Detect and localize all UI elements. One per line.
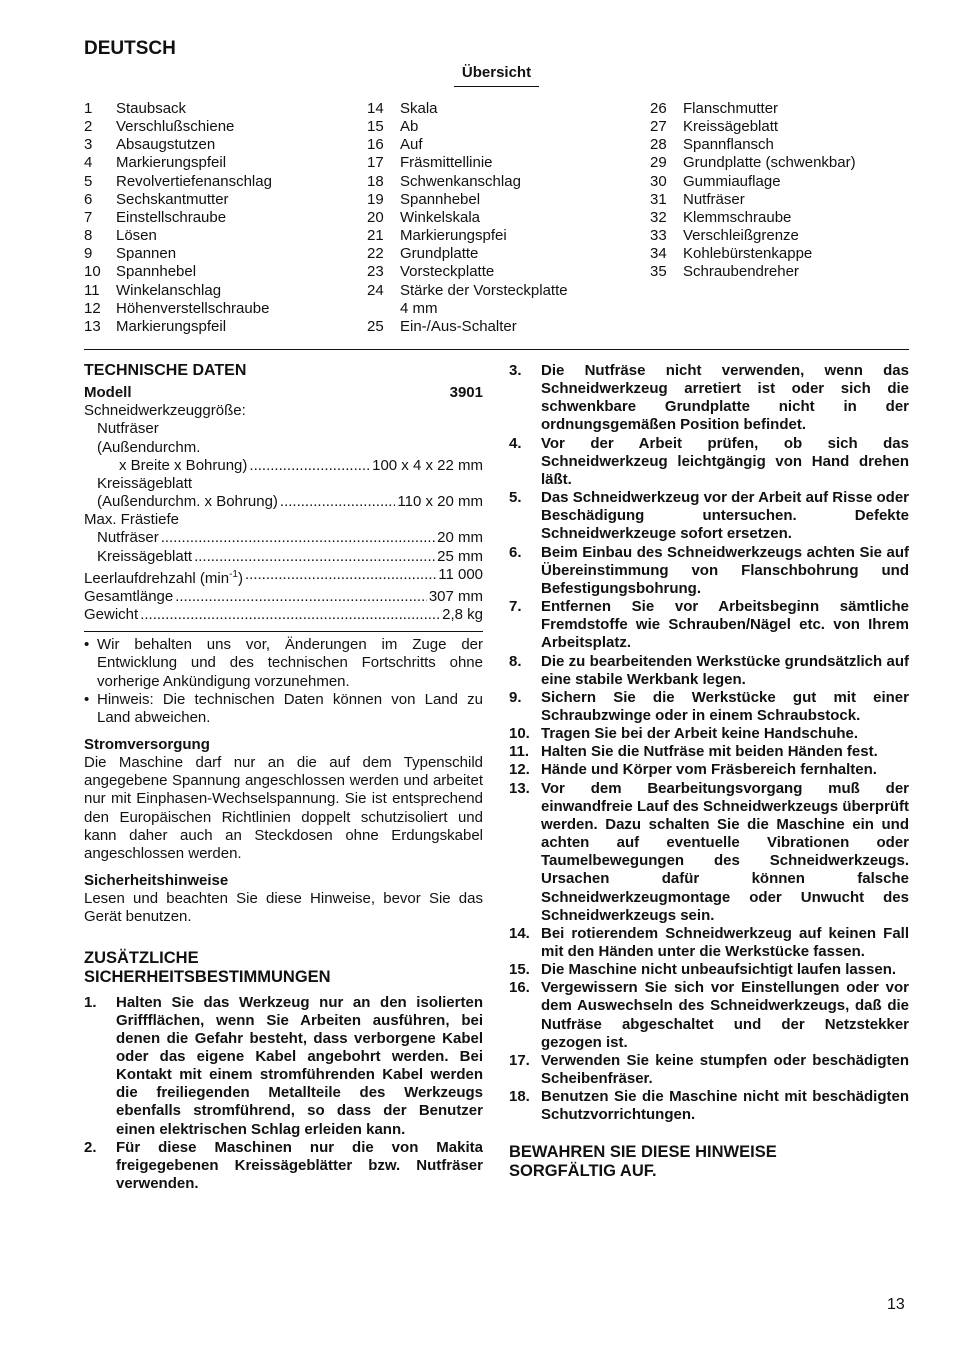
specs-model-row bbox=[84, 384, 483, 402]
groove-cutter-label: Nutfräser bbox=[97, 420, 159, 438]
overview-item: 13 Markierungspfeil bbox=[84, 317, 227, 335]
spec-value: 100 x 4 x 22 mm bbox=[372, 456, 483, 474]
left-column bbox=[84, 362, 483, 1193]
tool-size-label: Schneidwerkzeuggröße: bbox=[84, 402, 246, 420]
overview-item: 33 Verschleißgrenze bbox=[650, 227, 799, 245]
overview-item: 4 mm bbox=[400, 299, 438, 317]
rule-item: 8. Die zu bearbeitenden Werkstücke grundsätzlich auf eine stabile Werkbank legen. bbox=[509, 652, 909, 688]
model-value: 3901 bbox=[449, 384, 483, 402]
spec-value: 20 mm bbox=[437, 529, 483, 547]
overview-item: 32 Klemmschraube bbox=[650, 208, 792, 226]
rule-item: 6. Beim Einbau des Schneidwerkzeugs achten Sie auf Übereinstimmung von Flanschbohrung und Befestigungsbohrung. bbox=[509, 543, 909, 597]
section-divider bbox=[84, 349, 909, 350]
safety-text: Lesen und beachten Sie diese Hinweise, bevor Sie das Gerät benutzen. bbox=[84, 890, 483, 926]
rule-item: 9. Sichern Sie die Werkstücke gut mit einer Schraubzwinge oder in einem Schraubstock. bbox=[509, 688, 909, 724]
overview-item: 16 Auf bbox=[367, 136, 423, 154]
spec-row: Gesamtlänge ..... 307 mm bbox=[84, 588, 483, 606]
spec-value: 11 000 bbox=[438, 565, 483, 583]
overview-item: 3 Absaugstutzen bbox=[84, 136, 216, 154]
rule-item: 5. Das Schneidwerkzeug vor der Arbeit auf Risse oder Beschädigung untersuchen. Defekte Schneidwerkzeuge sofort ersetzen. bbox=[509, 489, 909, 543]
spec-row: x Breite x Bohrung) ..... 100 x 4 x 22 mm bbox=[84, 457, 483, 475]
overview-item: 21 Markierungspfei bbox=[367, 227, 507, 245]
overview-item: 15 Ab bbox=[367, 118, 419, 136]
spec-value: 25 mm bbox=[437, 547, 483, 565]
rule-item: 13. Vor dem Bearbeitungsvorgang muß der einwandfreie Lauf des Schneidwerkzeugs überprüft werden. Dazu schalten Sie die Maschine ein und achten auf eventuelle Vibrationen oder Taumelbewegungen des Schneidwerkzeugs. Ursachen dafür können falsche Schneidwerkzeugmontage oder Unwucht des Schneidwerkzeugs sein. bbox=[509, 779, 909, 924]
spec-value: 2,8 kg bbox=[442, 606, 483, 624]
power-text: Die Maschine darf nur an die auf dem Typenschild angegebene Spannung angeschlossen werden und arbeitet nur mit Einphasen-Wechselspannung. Sie ist entsprechend den Europäischen Richtlinien doppelt schutzisoliert und kann daher auch an Steckdosen ohne Erdungskabel angeschlossen werden. bbox=[84, 754, 483, 862]
power-heading: Stromversorgung bbox=[84, 735, 210, 753]
rule-item: 2. Für diese Maschinen nur die von Makita freigegebenen Kreissägeblätter bzw. Nutfräser verwenden. bbox=[84, 1138, 483, 1193]
overview-column-1 bbox=[84, 100, 272, 336]
specs-heading: TECHNISCHE DATEN bbox=[84, 362, 247, 379]
overview-item: 2 Verschlußschiene bbox=[84, 118, 235, 136]
spec-row: (Außendurchm. x Bohrung) ..... 110 x 20 mm bbox=[84, 493, 483, 511]
overview-item: 12 Höhenverstellschraube bbox=[84, 299, 270, 317]
rule-item: 10. Tragen Sie bei der Arbeit keine Handschuhe. bbox=[509, 725, 859, 743]
model-label: Modell bbox=[84, 384, 132, 402]
page-number: 13 bbox=[887, 1296, 905, 1313]
overview-item: 34 Kohlebürstenkappe bbox=[650, 245, 813, 263]
additional-heading: ZUSÄTZLICHE SICHERHEITSBESTIMMUNGEN bbox=[84, 948, 331, 987]
overview-item: 26 Flanschmutter bbox=[650, 100, 779, 117]
note-item: • Wir behalten uns vor, Änderungen im Zuge der Entwicklung und des technischen Fortschritts ohne vorherige Ankündigung vorzunehmen. bbox=[84, 636, 483, 690]
rule-item: 7. Entfernen Sie vor Arbeitsbeginn sämtliche Fremdstoffe wie Schrauben/Nägel etc. von Ihrem Arbeitsplatz. bbox=[509, 598, 909, 652]
overview-item: 28 Spannflansch bbox=[650, 136, 774, 154]
rule-item: 1. Halten Sie das Werkzeug nur an den isolierten Griffflächen, wenn Sie Arbeiten ausführen, bei denen die Gefahr besteht, dass verborgene Kabel oder das eigene Kabel angebohrt werden. Bei Kontakt mit einem stromführenden Kabel werden die freiliegenden Metallteile des Werkzeugs ebenfalls stromführend, so dass der Benutzer einen elektrischen Schlag erleiden kann. bbox=[84, 993, 483, 1138]
overview-item: 23 Vorsteckplatte bbox=[367, 263, 495, 281]
overview-item: 20 Winkelskala bbox=[367, 208, 481, 226]
overview-item: 31 Nutfräser bbox=[650, 190, 745, 208]
spec-value: 110 x 20 mm bbox=[397, 493, 483, 511]
language-heading: DEUTSCH bbox=[84, 38, 176, 59]
overview-title: Übersicht bbox=[454, 64, 539, 87]
closing-heading: BEWAHREN SIE DIESE HINWEISE SORGFÄLTIG AUF. bbox=[509, 1142, 777, 1181]
overview-column-3 bbox=[650, 100, 856, 282]
overview-item: 27 Kreissägeblatt bbox=[650, 118, 779, 136]
rule-item: 17. Verwenden Sie keine stumpfen oder beschädigten Scheibenfräser. bbox=[509, 1051, 909, 1088]
overview-item: 25 Ein-/Aus-Schalter bbox=[367, 317, 517, 335]
rule-item: 18. Benutzen Sie die Maschine nicht mit beschädigten Schutzvorrichtungen. bbox=[509, 1088, 909, 1124]
overview-item: 11 Winkelanschlag bbox=[84, 281, 222, 299]
overview-item: 5 Revolvertiefenanschlag bbox=[84, 172, 272, 190]
overview-item: 30 Gummiauflage bbox=[650, 172, 781, 190]
overview-item: 19 Spannhebel bbox=[367, 190, 481, 208]
overview-item: 29 Grundplatte (schwenkbar) bbox=[650, 154, 856, 172]
overview-item: 6 Sechskantmutter bbox=[84, 190, 229, 208]
overview-item: 24 Stärke der Vorsteckplatte bbox=[367, 281, 568, 299]
rule-item: 16. Vergewissern Sie sich vor Einstellungen oder vor dem Auswechseln des Schneidwerkzeugs, daß die Nutfräse abgeschaltet und der Netzstekker gezogen ist. bbox=[509, 979, 909, 1051]
spec-row: Nutfräser ..... 20 mm bbox=[84, 529, 483, 547]
overview-item: 35 Schraubendreher bbox=[650, 263, 799, 281]
rule-item: 14. Bei rotierendem Schneidwerkzeug auf keinen Fall mit den Händen unter die Werkstücke fassen. bbox=[509, 924, 909, 960]
overview-item: 1 Staubsack bbox=[84, 100, 187, 117]
overview-item: 4 Markierungspfeil bbox=[84, 154, 227, 172]
specs-divider bbox=[84, 631, 483, 632]
overview-item: 7 Einstellschraube bbox=[84, 208, 227, 226]
rule-item: 4. Vor der Arbeit prüfen, ob sich das Schneidwerkzeug leichtgängig von Hand drehen läßt. bbox=[509, 434, 909, 488]
overview-item: 22 Grundplatte bbox=[367, 245, 479, 263]
safety-heading: Sicherheitshinweise bbox=[84, 872, 229, 890]
saw-blade-label: Kreissägeblatt bbox=[97, 474, 193, 492]
overview-item: 10 Spannhebel bbox=[84, 263, 197, 281]
note-item: • Hinweis: Die technischen Daten können von Land zu Land abweichen. bbox=[84, 690, 483, 726]
rule-item: 12. Hände und Körper vom Fräsbereich fernhalten. bbox=[509, 761, 877, 779]
spec-row: Gewicht ..... 2,8 kg bbox=[84, 606, 483, 624]
overview-column-2 bbox=[367, 100, 568, 336]
max-depth-label: Max. Frästiefe bbox=[84, 511, 180, 529]
rule-item: 3. Die Nutfräse nicht verwenden, wenn das Schneidwerkzeug arretiert ist oder sich die schwenkbare Grundplatte nicht in der ordnungsgemäßen Position befindet. bbox=[509, 362, 909, 434]
overview-item: 8 Lösen bbox=[84, 227, 157, 245]
spec-row: Leerlaufdrehzahl $(\min^{-1})$ ..... 11 000 bbox=[84, 566, 483, 588]
spec-value: 307 mm bbox=[428, 587, 483, 605]
overview-item: 17 Fräsmittellinie bbox=[367, 154, 493, 172]
rule-item: 15. Die Maschine nicht unbeaufsichtigt laufen lassen. bbox=[509, 961, 897, 979]
overview-item: 14 Skala bbox=[367, 100, 438, 117]
spec-row: Kreissägeblatt ..... 25 mm bbox=[84, 548, 483, 566]
rule-item: 11. Halten Sie die Nutfräse mit beiden Händen fest. bbox=[509, 743, 878, 761]
overview-item: 18 Schwenkanschlag bbox=[367, 172, 521, 190]
right-column bbox=[509, 362, 909, 1182]
overview-item: 9 Spannen bbox=[84, 245, 177, 263]
groove-cutter-dims: (Außendurchm. bbox=[97, 438, 201, 456]
